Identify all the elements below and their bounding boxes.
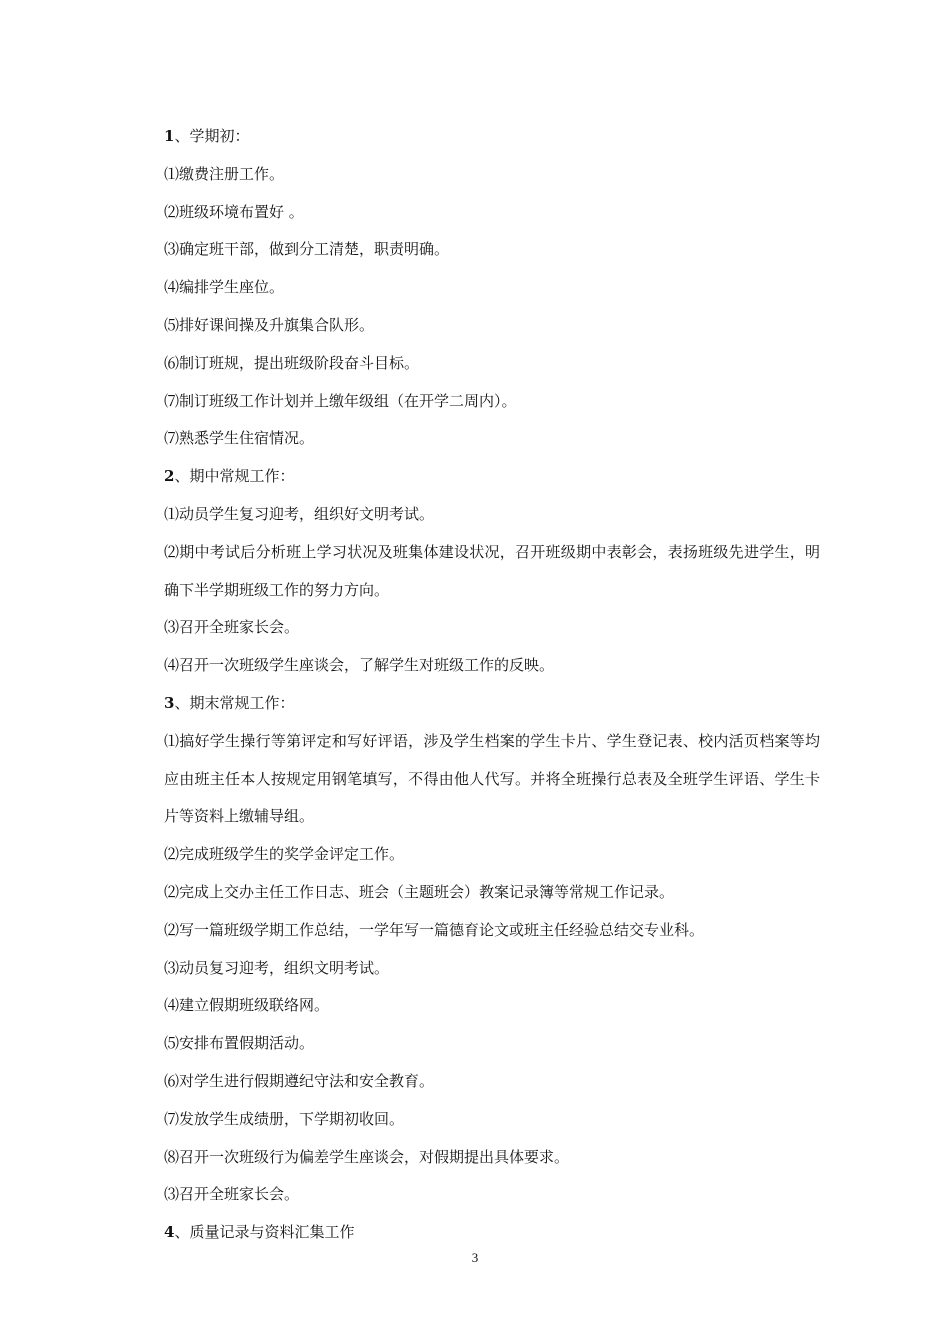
- list-item: ⑵期中考试后分析班上学习状况及班集体建设状况，召开班级期中表彰会，表扬班级先进学生，明确下半学期班级工作的努力方向。: [164, 542, 820, 599]
- section-heading-1: 1、学期初：: [164, 127, 250, 145]
- list-item: ⑺熟悉学生住宿情况。: [164, 429, 315, 448]
- section-heading-2: 2、期中常规工作：: [164, 467, 295, 486]
- list-item: ⑸安排布置假期活动。: [164, 1034, 315, 1053]
- list-item: ⑷建立假期班级联络网。: [164, 996, 330, 1015]
- list-item: ⑶动员复习迎考，组织文明考试。: [164, 958, 390, 977]
- list-item: ⑵完成班级学生的奖学金评定工作。: [164, 845, 405, 864]
- list-item: ⑶确定班干部，做到分工清楚，职责明确。: [164, 240, 450, 259]
- list-item: ⑵完成上交办主任工作日志、班会（主题班会）教案记录簿等常规工作记录。: [164, 882, 675, 901]
- list-item: ⑹对学生进行假期遵纪守法和安全教育。: [164, 1071, 435, 1090]
- list-item: ⑺制订班级工作计划并上缴年级组（在开学二周内）。: [164, 391, 517, 410]
- list-item: ⑷编排学生座位。: [164, 278, 285, 297]
- list-item: ⑴缴费注册工作。: [164, 164, 285, 183]
- list-item: ⑶召开全班家长会。: [164, 618, 300, 637]
- section-heading-3: 3、期末常规工作：: [164, 693, 295, 712]
- list-item: ⑸排好课间操及升旗集合队形。: [164, 315, 375, 334]
- document-body: [164, 118, 820, 1252]
- list-item: ⑴搞好学生操行等第评定和写好评语，涉及学生档案的学生卡片、学生登记表、校内活页档案等均应由班主任本人按规定用钢笔填写，不得由他人代写。并将全班操行总表及全班学生评语、学生卡片等资料上缴辅导组。: [164, 731, 820, 826]
- list-item: ⑹制订班规，提出班级阶段奋斗目标。: [164, 353, 420, 372]
- section-heading-4: 4、质量记录与资料汇集工作: [164, 1223, 355, 1242]
- list-item: ⑷召开一次班级学生座谈会，了解学生对班级工作的反映。: [164, 656, 555, 675]
- list-item: ⑵班级环境布置好 。: [164, 202, 304, 221]
- list-item: ⑴动员学生复习迎考，组织好文明考试。: [164, 504, 435, 523]
- list-item: ⑶召开全班家长会。: [164, 1185, 300, 1204]
- list-item: ⑵写一篇班级学期工作总结，一学年写一篇德育论文或班主任经验总结交专业科。: [164, 920, 705, 939]
- list-item: ⑻召开一次班级行为偏差学生座谈会，对假期提出具体要求。: [164, 1147, 570, 1166]
- list-item: ⑺发放学生成绩册，下学期初收回。: [164, 1109, 405, 1128]
- page-number: 3: [471, 1250, 479, 1265]
